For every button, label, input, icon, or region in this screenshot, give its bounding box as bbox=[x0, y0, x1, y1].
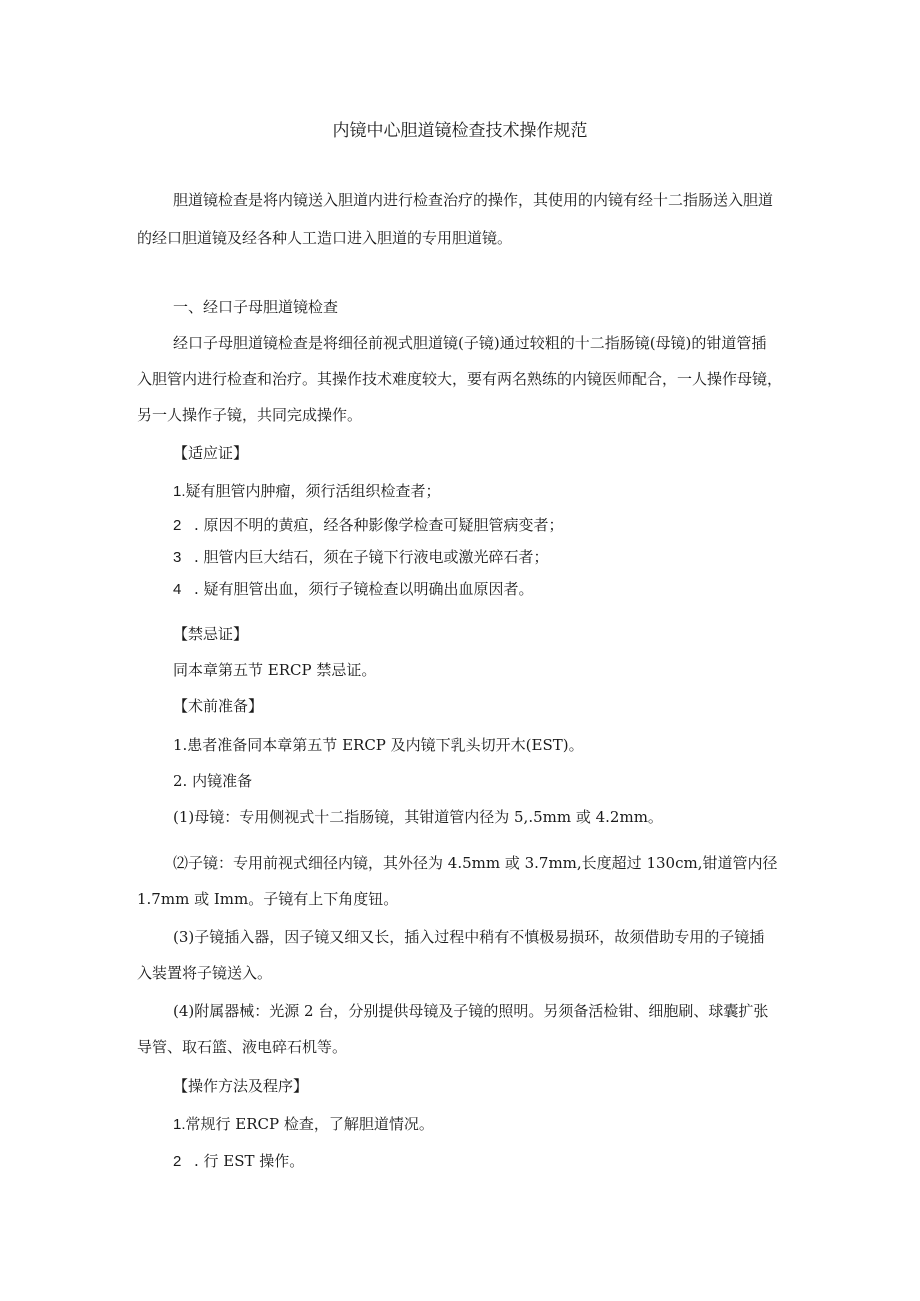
preop-sub-4-line-2: 导管、取石篮、液电碎石机等。 bbox=[137, 1038, 348, 1056]
preop-sub-1: (1)母镜：专用侧视式十二指肠镜，其钳道管内径为 5,.5mm 或 4.2mm。 bbox=[173, 808, 663, 826]
section-heading: 一、经口子母胆道镜检查 bbox=[173, 298, 339, 316]
preop-sub-4-line-1: (4)附属器械：光源 2 台，分别提供母镜及子镜的照明。另须备活检钳、细胞刷、球囊扩张 bbox=[173, 1002, 769, 1020]
section-para-line-1: 经口子母胆道镜检查是将细径前视式胆道镜(子镜)通过较粗的十二指肠镜(母镜)的钳道管插 bbox=[173, 334, 767, 352]
section-para-line-3: 另一人操作子镜，共同完成操作。 bbox=[137, 406, 363, 424]
procedure-heading: 【操作方法及程序】 bbox=[173, 1077, 309, 1095]
preop-sub-2-line-1: ⑵子镜：专用前视式细径内镜，其外径为 4.5mm 或 3.7mm,长度超过 130cm,钳道管内径 bbox=[173, 854, 778, 872]
indication-number: 2 bbox=[173, 517, 182, 534]
preop-heading: 【术前准备】 bbox=[173, 697, 264, 715]
indication-text: 疑有胆管内肿瘤，须行活组织检查者； bbox=[185, 482, 441, 500]
indication-text: . 原因不明的黄疸，经各种影像学检查可疑胆管病变者； bbox=[194, 516, 564, 534]
indication-item bbox=[173, 481, 441, 502]
indication-number: 1. bbox=[173, 483, 186, 500]
procedure-item bbox=[173, 1151, 304, 1172]
preop-sub-2-line-2: 1.7mm 或 Imm。子镜有上下角度钮。 bbox=[137, 890, 399, 908]
preop-item-2: 2. 内镜准备 bbox=[173, 772, 253, 790]
procedure-text: . 行 EST 操作。 bbox=[194, 1152, 305, 1170]
preop-sub-3-line-1: (3)子镜插入器，因子镜又细又长，插入过程中稍有不慎极易损环，故须借助专用的子镜插 bbox=[173, 928, 765, 946]
procedure-item bbox=[173, 1114, 434, 1135]
indications-heading: 【适应证】 bbox=[173, 444, 249, 462]
indication-item bbox=[173, 579, 534, 600]
intro-line-2: 的经口胆道镜及经各种人工造口进入胆道的专用胆道镜。 bbox=[137, 229, 513, 247]
document-title: 内镜中心胆道镜检查技术操作规范 bbox=[332, 121, 588, 141]
contraindications-text: 同本章第五节 ERCP 禁忌证。 bbox=[173, 661, 377, 679]
indication-text: . 疑有胆管出血，须行子镜检查以明确出血原因者。 bbox=[194, 580, 534, 598]
indication-text: . 胆管内巨大结石，须在子镜下行液电或激光碎石者； bbox=[194, 548, 549, 566]
indication-number: 3 bbox=[173, 549, 182, 566]
intro-line-1: 胆道镜检查是将内镜送入胆道内进行检查治疗的操作，其使用的内镜有经十二指肠送入胆道 bbox=[173, 191, 774, 209]
procedure-text: 常规行 ERCP 检查，了解胆道情况。 bbox=[185, 1115, 434, 1133]
indication-number: 4 bbox=[173, 581, 182, 598]
indication-item bbox=[173, 547, 549, 568]
procedure-number: 2 bbox=[173, 1153, 182, 1170]
contraindications-heading: 【禁忌证】 bbox=[173, 625, 249, 643]
procedure-number: 1. bbox=[173, 1116, 186, 1133]
preop-sub-3-line-2: 入装置将子镜送入。 bbox=[137, 964, 273, 982]
preop-item-1: 1.患者准备同本章第五节 ERCP 及内镜下乳头切开木(EST)。 bbox=[173, 736, 584, 754]
indication-item bbox=[173, 515, 564, 536]
section-para-line-2: 入胆管内进行检查和治疗。其操作技术难度较大，要有两名熟练的内镜医师配合，一人操作母镜， bbox=[137, 370, 783, 388]
